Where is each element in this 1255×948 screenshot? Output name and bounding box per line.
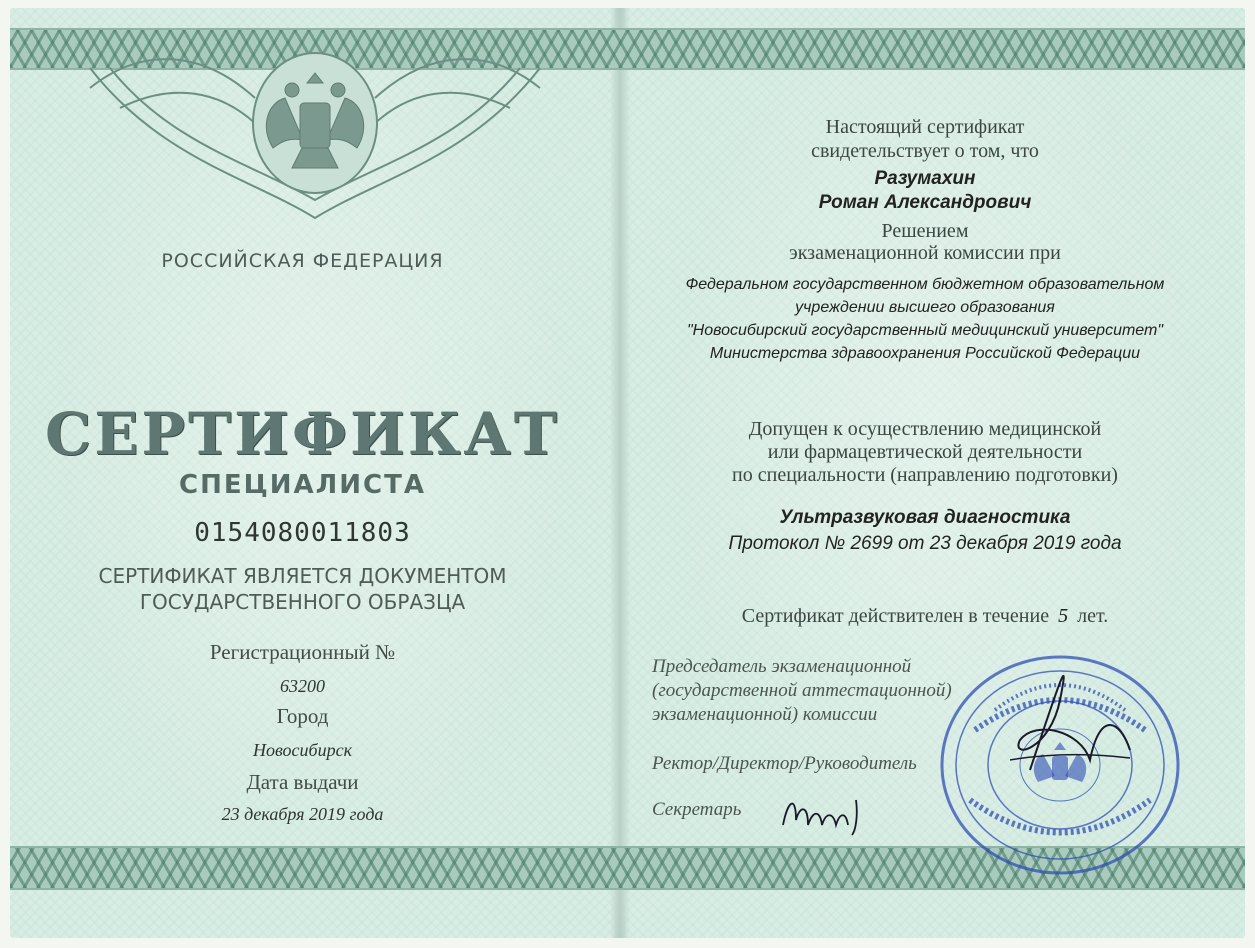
admission-line-1: Допущен к осуществлению медицинской (748, 418, 1102, 440)
document-status (0, 563, 605, 615)
registration-label: Регистрационный № (209, 640, 396, 664)
intro-text (615, 115, 1235, 163)
decision-text (615, 220, 1235, 264)
admission-line-2: или фармацевтической деятельности (767, 441, 1083, 463)
city-value: Новосибирск (252, 740, 353, 760)
specialty: Ультразвуковая диагностика (779, 507, 1071, 528)
rector-label: Ректор/Директор/Руководитель (652, 753, 917, 774)
chairman-line-2: (государственной аттестационной) (652, 680, 952, 701)
secretary-signature (778, 790, 868, 840)
certificate-subtitle: СПЕЦИАЛИСТА (179, 470, 426, 500)
validity-years: 5 (1058, 605, 1069, 627)
registration-value: 63200 (280, 676, 325, 696)
certificate-title: СЕРТИФИКАТ (45, 400, 560, 468)
holder-given-names: Роман Александрович (818, 192, 1032, 213)
validity-prefix: Сертификат действителен в течение (741, 605, 1050, 627)
rector-signature (990, 640, 1140, 800)
issue-date-value: 23 декабря 2019 года (221, 804, 384, 824)
decision-line-2: экзаменационной комиссии при (789, 242, 1061, 264)
document-status-line-1: СЕРТИФИКАТ ЯВЛЯЕТСЯ ДОКУМЕНТОМ (98, 564, 507, 588)
chairman-line-1: Председатель экзаменационной (652, 656, 912, 677)
document-status-line-2: ГОСУДАРСТВЕННОГО ОБРАЗЦА (139, 590, 466, 614)
organization-line-1: Федеральном государственном бюджетном образовательном (685, 276, 1165, 293)
organization-name (615, 273, 1235, 365)
chairman-signature-label (652, 655, 952, 727)
intro-line-2: свидетельствует о том, что (811, 140, 1039, 162)
certificate-number: 0154080011803 (194, 518, 411, 548)
validity-period (615, 605, 1235, 628)
organization-line-2: учреждении высшего образования (795, 299, 1055, 316)
coat-of-arms-emblem (80, 28, 550, 238)
decision-line-1: Решением (881, 220, 969, 242)
admission-line-3: по специальности (направлению подготовки) (732, 464, 1118, 486)
chairman-line-3: экзаменационной) комиссии (652, 704, 878, 725)
secretary-label: Секретарь (652, 799, 742, 820)
city-label: Город (276, 704, 329, 728)
protocol: Протокол № 2699 от 23 декабря 2019 года (728, 533, 1122, 554)
country-name: РОССИЙСКАЯ ФЕДЕРАЦИЯ (161, 250, 444, 272)
intro-line-1: Настоящий сертификат (825, 116, 1025, 138)
validity-suffix: лет. (1077, 605, 1109, 627)
organization-line-3: "Новосибирский государственный медицинский университет" (686, 322, 1164, 339)
issue-date-label: Дата выдачи (246, 770, 359, 794)
organization-line-4: Министерства здравоохранения Российской Федерации (709, 345, 1141, 362)
admission-text (615, 418, 1235, 487)
holder-name (615, 167, 1235, 215)
holder-surname: Разумахин (874, 168, 976, 189)
